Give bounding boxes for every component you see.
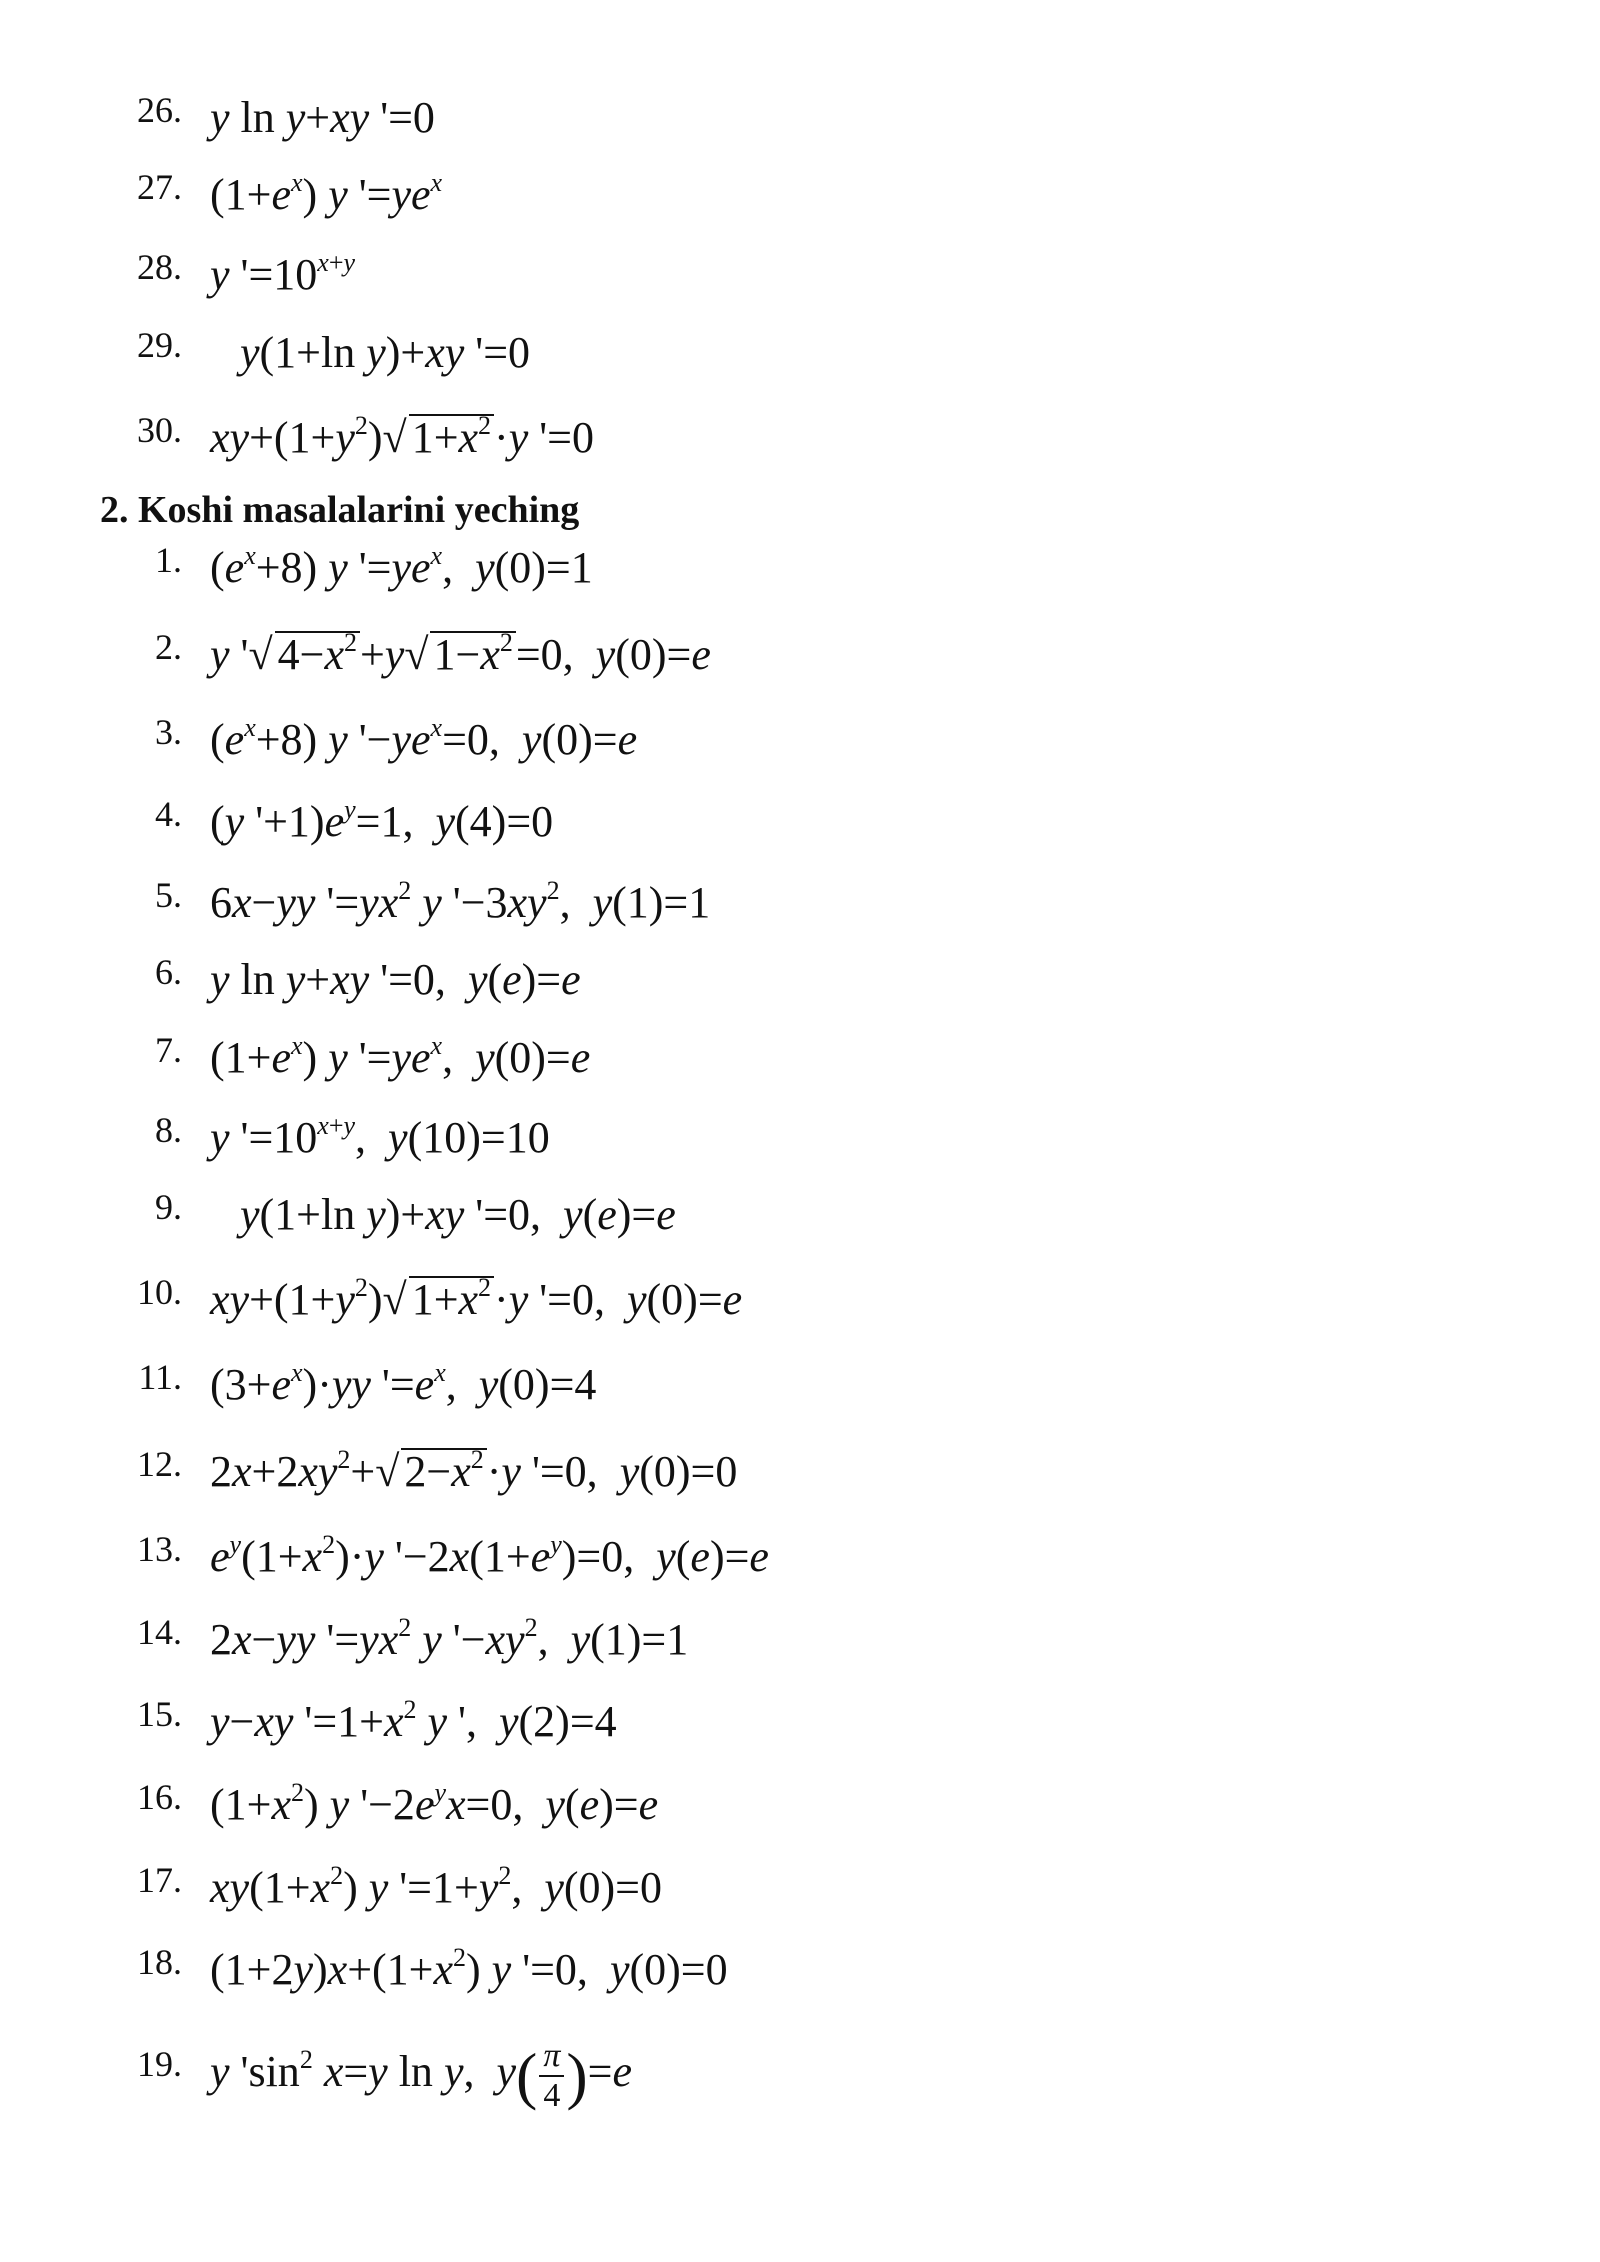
item-number: 28. <box>137 247 182 287</box>
equation: $e^y(1+x^2)\cdot y$ '$-2x(1+e^y)=0$, y(e)=e <box>210 1530 769 1581</box>
item-number: 12. <box>137 1444 182 1484</box>
problem-5 <box>0 863 1500 943</box>
item-number: 4. <box>155 794 182 834</box>
problem-2 <box>0 615 1500 695</box>
item-number: 13. <box>137 1529 182 1569</box>
equation: $xy+(1+y^2)√$ $1+x^2\cdot y$ '=0, y(0)=e <box>210 1273 743 1324</box>
equation: $(1+x^2)$ y '$-2e^yx=0$, y(e)=e <box>210 1778 659 1829</box>
item-number: 30. <box>137 410 182 450</box>
item-number: 7. <box>155 1030 182 1070</box>
item-number: 29. <box>137 325 182 365</box>
problem-16 <box>0 1765 1500 1845</box>
equation: 2x−yy '$=yx^2$ y '$-xy^2$, y(1)=1 <box>210 1613 689 1664</box>
item-number: 19. <box>137 2044 182 2084</box>
problem-4 <box>0 782 1500 862</box>
equation: 6x−yy '$=yx^2$ y '$-3xy^2$, y(1)=1 <box>210 876 711 927</box>
item-number: 9. <box>155 1187 182 1227</box>
item-number: 6. <box>155 952 182 992</box>
problem-13 <box>0 1517 1500 1597</box>
equation: $2x+2xy^2+√$ $2-x^2\cdot y$ '=0, y(0)=0 <box>210 1445 738 1496</box>
exercise-29 <box>0 313 1500 393</box>
equation: (y '$+1)e^y=1$, y(4)=0 <box>210 795 554 846</box>
problem-11 <box>0 1345 1500 1425</box>
equation: y ln y+xy '=0, y(e)=e <box>210 955 581 1004</box>
problem-19 <box>0 2032 1500 2112</box>
problem-1 <box>0 528 1500 608</box>
equation: $xy+(1+y^2)√$ $1+x^2\cdot y$ '=0 <box>210 411 594 462</box>
exercise-27 <box>0 155 1500 235</box>
problem-7 <box>0 1018 1500 1098</box>
equation: y '$=10^{x+y}$ <box>210 248 356 299</box>
item-number: 10. <box>137 1272 182 1312</box>
equation: y '$\sin^2$ x=y ln y, y( $\frac{\pi}{4}$ )=e <box>210 2036 633 2114</box>
item-number: 8. <box>155 1110 182 1150</box>
item-number: 15. <box>137 1694 182 1734</box>
item-number: 14. <box>137 1612 182 1652</box>
problem-18 <box>0 1930 1500 2010</box>
section-heading: 2. Koshi masalalarini yeching <box>100 489 580 531</box>
equation: $(e^x+8)$ y '$=ye^x$, y(0)=1 <box>210 541 593 592</box>
equation: y '√ $4-x^2+y√$ $1-x^2=0$, y(0)=e <box>210 628 711 679</box>
exercise-26 <box>0 78 1500 158</box>
problem-14 <box>0 1600 1500 1680</box>
item-number: 18. <box>137 1942 182 1982</box>
item-number: 26. <box>137 90 182 130</box>
equation: y−xy '$=1+x^2$ y ', y(2)=4 <box>210 1695 617 1746</box>
equation: $xy(1+x^2)$ y '$=1+y^2$, y(0)=0 <box>210 1861 662 1912</box>
problem-8 <box>0 1098 1500 1178</box>
problem-3 <box>0 700 1500 780</box>
problem-15 <box>0 1682 1500 1762</box>
problem-6 <box>0 940 1500 1020</box>
problem-10 <box>0 1260 1500 1340</box>
equation: $(1+e^x)$ y '$=ye^x$, y(0)=e <box>210 1031 591 1082</box>
problem-12 <box>0 1432 1500 1512</box>
equation: y '$=10^{x+y}$, y(10)=10 <box>210 1111 550 1162</box>
problem-17 <box>0 1848 1500 1928</box>
item-number: 27. <box>137 167 182 207</box>
item-number: 11. <box>138 1357 182 1397</box>
problem-9 <box>0 1175 1500 1255</box>
item-number: 2. <box>155 627 182 667</box>
item-number: 17. <box>137 1860 182 1900</box>
equation: $(3+e^x)\cdot yy$ '$=e^x$, y(0)=4 <box>210 1358 597 1409</box>
equation: $(1+2y)x+(1+x^2)$ y '=0, y(0)=0 <box>210 1943 728 1994</box>
equation: $(e^x+8)$ y '$-ye^x=0$, y(0)=e <box>210 713 638 764</box>
equation: y ln y+xy '=0 <box>210 93 435 142</box>
equation: y(1+ln y)+xy '=0 <box>240 328 531 377</box>
item-number: 16. <box>137 1777 182 1817</box>
item-number: 3. <box>155 712 182 752</box>
item-number: 5. <box>155 875 182 915</box>
exercise-28 <box>0 235 1500 315</box>
equation: y(1+ln y)+xy '=0, y(e)=e <box>240 1190 676 1239</box>
equation: $(1+e^x)$ y '$=ye^x$ <box>210 168 443 219</box>
item-number: 1. <box>155 540 182 580</box>
exercise-30 <box>0 398 1500 478</box>
